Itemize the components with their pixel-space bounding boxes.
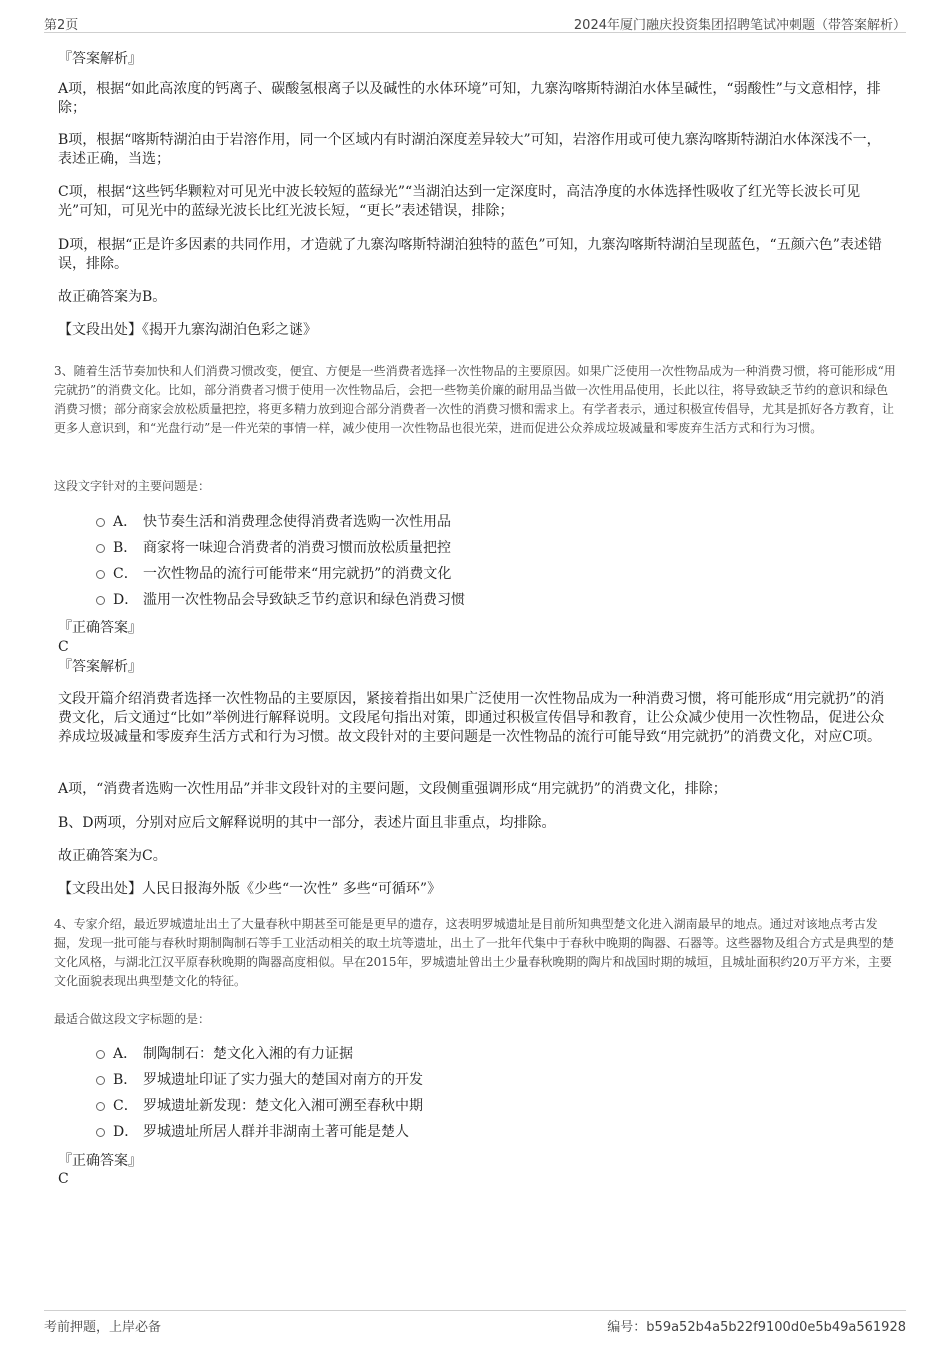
q4-option-c[interactable]: C． 罗城遗址新发现：楚文化入湘可溯至春秋中期	[96, 1096, 423, 1116]
q3-question: 这段文字针对的主要问题是：	[54, 479, 211, 493]
radio-icon[interactable]	[96, 1128, 105, 1137]
radio-icon[interactable]	[96, 544, 105, 553]
q3-option-d[interactable]: D． 滥用一次性物品会导致缺乏节约意识和绿色消费习惯	[96, 590, 465, 610]
q4-passage: 4、专家介绍，最近罗城遗址出土了大量春秋中期甚至可能是更早的遗存，这表明罗城遗址是目前所知典型楚文化进入湖南最早的地点。通过对该地点考古发掘，发现一批可能与春秋时期制陶制石等手工业活动相关的取土坑等遗址，出土了一批年代集中于春秋中晚期的陶器、石器等。这些器物及组合方式是典型的楚文化风格，与湖北江汉平原春秋晚期的陶器高度相似。早在2015年，罗城遗址曾出土少量春秋晚期的陶片和战国时期的城垣，且城址面积约20万平方米，主要文化面貌表现出典型楚文化的特征。	[54, 917, 895, 988]
radio-icon[interactable]	[96, 1050, 105, 1059]
footer-slogan: 考前押题，上岸必备	[44, 1320, 162, 1335]
q3-source: 【文段出处】人民日报海外版《少些“一次性” 多些“可循环”》	[58, 881, 442, 897]
radio-icon[interactable]	[96, 518, 105, 527]
q4-option-a[interactable]: A． 制陶制石：楚文化入湘的有力证据	[96, 1044, 353, 1064]
radio-icon[interactable]	[96, 1102, 105, 1111]
q4-option-d[interactable]: D． 罗城遗址所居人群并非湖南土著可能是楚人	[96, 1122, 409, 1142]
page-header	[44, 10, 906, 33]
document-title: 2024年厦门融庆投资集团招聘笔试冲刺题（带答案解析）	[573, 18, 906, 33]
q3-analysis-label: 『答案解析』	[58, 659, 142, 675]
footer-code: 编号：b59a52b4a5b22f9100d0e5b49a561928	[607, 1320, 906, 1335]
q2-analysis-label: 『答案解析』	[58, 51, 142, 67]
q4-question: 最适合做这段文字标题的是：	[54, 1012, 211, 1026]
page-footer	[44, 1310, 906, 1335]
q3-option-c[interactable]: C． 一次性物品的流行可能带来“用完就扔”的消费文化	[96, 564, 451, 584]
q3-analysis-bd: B、D两项，分别对应后文解释说明的其中一部分，表述片面且非重点，均排除。	[58, 815, 556, 831]
q2-analysis-d: D项，根据“正是许多因素的共同作用，才造就了九寨沟喀斯特湖泊独特的蓝色”可知，九寨沟喀斯特湖泊呈现蓝色，“五颜六色”表述错误，排除。	[58, 237, 882, 272]
q2-analysis-b: B项，根据“喀斯特湖泊由于岩溶作用，同一个区域内有时湖泊深度差异较大”可知，岩溶作用或可使九寨沟喀斯特湖泊水体深浅不一，表述正确，当选；	[58, 132, 881, 167]
q2-conclusion: 故正确答案为B。	[58, 289, 167, 305]
q4-answer-label: 『正确答案』	[58, 1153, 142, 1169]
q3-analysis: 文段开篇介绍消费者选择一次性物品的主要原因，紧接着指出如果广泛使用一次性物品成为一种消费习惯，将可能形成“用完就扔”的消费文化，后文通过“比如”举例进行解释说明。文段尾句指出对策，即通过积极宣传倡导和教育，让公众减少使用一次性物品，促进公众养成垃圾减量和零废弃生活方式和行为习惯。故文段针对的主要问题是一次性物品的流行可能导致“用完就扔”的消费文化，对应C项。	[58, 691, 885, 745]
page-number: 第2页	[44, 18, 79, 33]
radio-icon[interactable]	[96, 570, 105, 579]
q3-conclusion: 故正确答案为C。	[58, 848, 167, 864]
q2-analysis-a: A项，根据“如此高浓度的钙离子、碳酸氢根离子以及碱性的水体环境”可知，九寨沟喀斯特湖泊水体呈碱性，“弱酸性”与文意相悖，排除；	[58, 81, 881, 116]
q2-analysis-c: C项，根据“这些钙华颗粒对可见光中波长较短的蓝绿光”“当湖泊达到一定深度时，高洁净度的水体选择性吸收了红光等长波长可见光”可知，可见光中的蓝绿光波长比红光波长短，“更长”表述错误，排除；	[58, 184, 861, 219]
radio-icon[interactable]	[96, 1076, 105, 1085]
q3-option-a[interactable]: A． 快节奏生活和消费理念使得消费者选购一次性用品	[96, 512, 451, 532]
q3-option-b[interactable]: B． 商家将一味迎合消费者的消费习惯而放松质量把控	[96, 538, 451, 558]
q2-source: 【文段出处】《揭开九寨沟湖泊色彩之谜》	[58, 322, 317, 338]
radio-icon[interactable]	[96, 596, 105, 605]
q3-answer: C	[58, 639, 69, 655]
q4-option-b[interactable]: B． 罗城遗址印证了实力强大的楚国对南方的开发	[96, 1070, 423, 1090]
q3-passage: 3、随着生活节奏加快和人们消费习惯改变，便宜、方便是一些消费者选择一次性物品的主要原因。如果广泛使用一次性物品成为一种消费习惯，将可能形成“用完就扔”的消费文化。比如，部分消费者习惯于使用一次性物品后，会把一些物美价廉的耐用品当做一次性用品使用，长此以往，将导致缺乏节约的意识和绿色消费习惯；部分商家会放松质量把控，将更多精力放到迎合部分消费者一次性的消费习惯和需求上。有学者表示，通过积极宣传倡导，尤其是抓好各方教育，让更多人意识到，和“光盘行动”是一件光荣的事情一样，减少使用一次性物品也很光荣，进而促进公众养成垃圾减量和零废弃生活方式和行为习惯。	[54, 364, 896, 435]
q3-analysis-a: A项，“消费者选购一次性用品”并非文段针对的主要问题，文段侧重强调形成“用完就扔”的消费文化，排除；	[58, 781, 727, 797]
q3-answer-label: 『正确答案』	[58, 620, 142, 636]
q4-answer: C	[58, 1171, 69, 1187]
